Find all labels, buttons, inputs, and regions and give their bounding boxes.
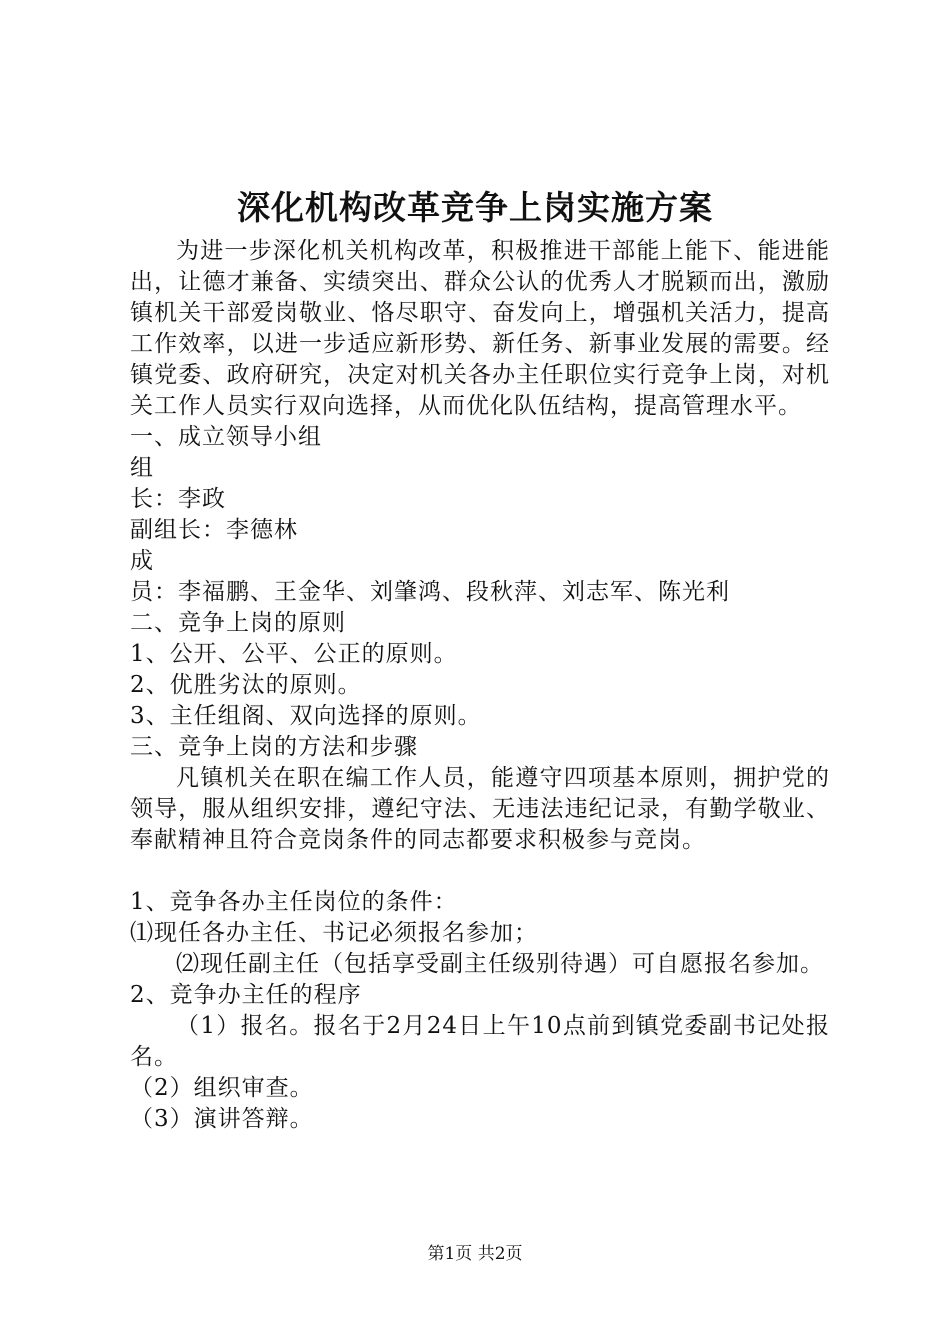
procedure-heading: 2、竞争办主任的程序	[130, 982, 362, 1008]
page-footer: 第1页 共2页	[427, 1244, 523, 1264]
document-body	[130, 236, 830, 1135]
procedure-step: （2）组织审查。	[130, 1075, 314, 1101]
conditions-heading: 1、竞争各办主任岗位的条件：	[130, 889, 458, 915]
condition-item: ⑵现任副主任（包括享受副主任级别待遇）可自愿报名参加。	[176, 951, 824, 977]
leader-name: 长：李政	[130, 486, 226, 512]
principle-item: 2、优胜劣汰的原则。	[130, 672, 362, 698]
procedure-step: （1）报名。报名于2月24日上午10点前到镇党委副书记处报名。	[130, 1013, 830, 1070]
members-label: 成	[130, 548, 154, 574]
deputy-leader: 副组长：李德林	[130, 517, 298, 543]
intro-paragraph: 为进一步深化机关机构改革，积极推进干部能上能下、能进能出，让德才兼备、实绩突出、群众公认的优秀人才脱颖而出，激励镇机关干部爱岗敬业、恪尽职守、奋发向上，增强机关活力，提高工作效率，以进一步适应新形势、新任务、新事业发展的需要。经镇党委、政府研究，决定对机关各办主任职位实行竞争上岗，对机关工作人员实行双向选择，从而优化队伍结构，提高管理水平。	[130, 238, 830, 419]
section-heading-methods: 三、竞争上岗的方法和步骤	[130, 734, 418, 760]
document-title: 深化机构改革竞争上岗实施方案	[237, 188, 713, 227]
leader-label: 组	[130, 455, 154, 481]
eligibility-paragraph: 凡镇机关在职在编工作人员，能遵守四项基本原则，拥护党的领导，服从组织安排，遵纪守法、无违法违纪记录，有勤学敬业、奉献精神且符合竞岗条件的同志都要求积极参与竞岗。	[130, 765, 830, 853]
blank-line	[130, 856, 830, 887]
section-heading-principles: 二、竞争上岗的原则	[130, 610, 346, 636]
section-heading-leadership: 一、成立领导小组	[130, 424, 322, 450]
principle-item: 1、公开、公平、公正的原则。	[130, 641, 458, 667]
condition-item: ⑴现任各办主任、书记必须报名参加；	[130, 920, 538, 946]
procedure-step: （3）演讲答辩。	[130, 1106, 314, 1132]
members-list: 员：李福鹏、王金华、刘肇鸿、段秋萍、刘志军、陈光利	[130, 579, 730, 605]
principle-item: 3、主任组阁、双向选择的原则。	[130, 703, 482, 729]
